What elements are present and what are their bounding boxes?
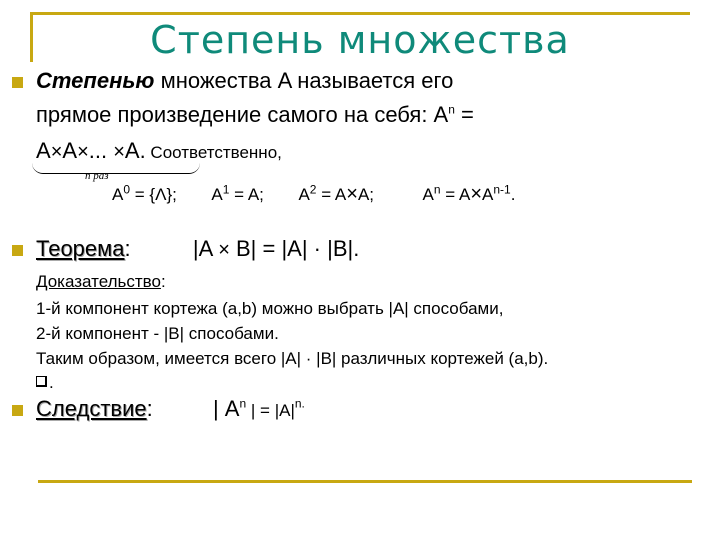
proof-line-2: 2-й компонент - |B| способами. — [36, 324, 279, 343]
corollary-formula-start: | A — [212, 396, 240, 421]
times-icon: × — [346, 183, 358, 205]
qed-square-icon — [36, 376, 47, 387]
proof-line-1: 1-й компонент кортежа (a,b) можно выбрать |A| способами, — [36, 299, 504, 318]
a0-eq: = {Λ}; — [130, 185, 177, 204]
proof-label: Доказательство — [36, 272, 161, 291]
underbrace — [32, 163, 200, 174]
corollary-sup-end: n. — [294, 396, 305, 411]
power-n-sup: n — [448, 102, 455, 117]
bullet-1-marker — [12, 77, 23, 88]
bullet-1-line-1 — [36, 68, 453, 94]
bullet-3-marker — [12, 405, 23, 416]
proof-end — [36, 373, 54, 393]
a1-base: A — [211, 185, 223, 204]
term-theorem: Теорема — [36, 236, 125, 261]
bullet-1-text-2: прямое произведение самого на себя: A — [36, 102, 449, 127]
times-icon: × — [50, 141, 63, 163]
theorem-colon: : — [124, 236, 131, 261]
bullet-1-text-3: Соответственно, — [145, 143, 282, 162]
frame-bottom-line — [38, 480, 692, 483]
proof-header — [36, 272, 166, 292]
times-icon: × — [77, 141, 89, 163]
corollary-formula-mid: | = |A| — [246, 401, 295, 420]
bullet-2-line-1 — [36, 236, 359, 262]
an-group: $A^n = A\times A^{n-1}$. — [422, 182, 516, 205]
a1-sup: 1 — [222, 182, 230, 197]
frame-top-line — [30, 12, 690, 15]
bullet-3-line-1 — [36, 396, 305, 422]
times-icon: × — [113, 141, 125, 163]
equals-sign: = — [454, 102, 474, 127]
corollary-colon: : — [146, 396, 153, 421]
page-title: Степень множества — [150, 18, 570, 62]
proof-line-3: Таким образом, имеется всего |A| · |B| различных кортежей (a,b). — [36, 349, 549, 368]
bullet-1-text-1: множества A называется его — [154, 68, 454, 93]
bullet-1-line-4 — [112, 183, 515, 206]
product-formula: A×A×... ×A. — [36, 138, 146, 163]
a0-base: A — [112, 185, 124, 204]
proof-end-dot: . — [49, 373, 54, 392]
bullet-1-line-3 — [36, 138, 282, 164]
bullet-2-marker — [12, 245, 23, 256]
times-icon: × — [470, 183, 483, 205]
corollary-sup-n: n — [239, 396, 247, 411]
a1-eq: = A; — [229, 185, 264, 204]
theorem-formula: |A × B| = |A| · |B|. — [192, 236, 360, 261]
term-stepen: Степенью — [36, 68, 155, 93]
bullet-1-line-2 — [36, 102, 474, 128]
term-corollary: Следствие — [36, 396, 147, 421]
times-icon: × — [218, 239, 230, 261]
proof-colon: : — [160, 272, 166, 291]
a0-sup: 0 — [123, 182, 131, 197]
a2-group: $A^2 = A\times A$; — [298, 182, 374, 205]
brace-label: n раз — [85, 170, 109, 182]
